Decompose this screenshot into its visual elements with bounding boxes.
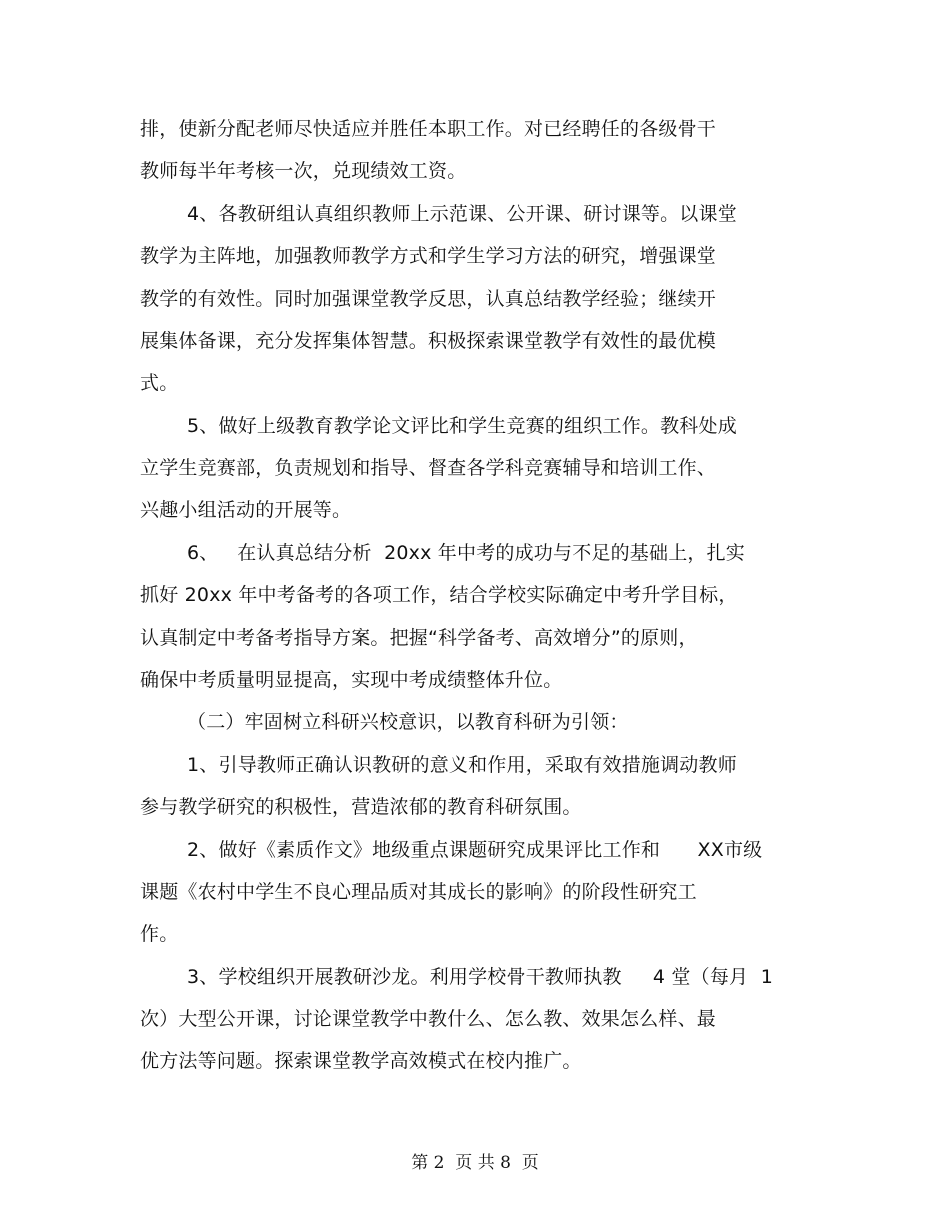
text-line: 确保中考质量明显提高，实现中考成绩整体升位。 [140, 669, 563, 691]
text-line: 3、学校组织开展教研沙龙。利用学校骨干教师执教 4 堂（每月 1 [187, 966, 773, 988]
text-line: 6、 在认真总结分析 20xx 年中考的成功与不足的基础上，扎实 [187, 542, 745, 564]
text-line: 展集体备课，充分发挥集体智慧。积极探索课堂教学有效性的最优模 [140, 330, 717, 352]
text-line: 参与教学研究的积极性，营造浓郁的教育科研氛围。 [140, 796, 582, 818]
page-number-footer: 第 2 页 共 8 页 [411, 1153, 539, 1173]
text-line: 抓好 20xx 年中考备考的各项工作，结合学校实际确定中考升学目标， [140, 584, 738, 606]
text-line: 4、各教研组认真组织教师上示范课、公开课、研讨课等。以课堂 [187, 203, 737, 225]
text-line: 5、做好上级教育教学论文评比和学生竞赛的组织工作。教科处成 [187, 415, 737, 437]
text-line: 教师每半年考核一次，兑现绩效工资。 [140, 160, 467, 182]
section-heading: （二）牢固树立科研兴校意识，以教育科研为引领： [187, 711, 629, 733]
text-line: 2、做好《素质作文》地级重点课题研究成果评比工作和 XX市级 [187, 839, 763, 861]
text-line: 优方法等问题。探索课堂教学高效模式在校内推广。 [140, 1050, 582, 1072]
text-line: 次）大型公开课，讨论课堂教学中教什么、怎么教、效果怎么样、最 [140, 1008, 717, 1030]
text-line: 排，使新分配老师尽快适应并胜任本职工作。对已经聘任的各级骨干 [140, 118, 717, 140]
text-line: 课题《农村中学生不良心理品质对其成长的影响》的阶段性研究工 [140, 881, 697, 903]
text-line: 1、引导教师正确认识教研的意义和作用，采取有效措施调动教师 [187, 754, 737, 776]
text-line: 认真制定中考备考指导方案。把握“科学备考、高效增分”的原则， [140, 627, 698, 649]
text-line: 兴趣小组活动的开展等。 [140, 499, 352, 521]
text-line: 教学为主阵地，加强教师教学方式和学生学习方法的研究，增强课堂 [140, 245, 717, 267]
text-line: 式。 [140, 372, 179, 394]
text-line: 作。 [140, 923, 179, 945]
text-line: 教学的有效性。同时加强课堂教学反思，认真总结教学经验；继续开 [140, 288, 717, 310]
text-line: 立学生竞赛部，负责规划和指导、督查各学科竞赛辅导和培训工作、 [140, 457, 717, 479]
